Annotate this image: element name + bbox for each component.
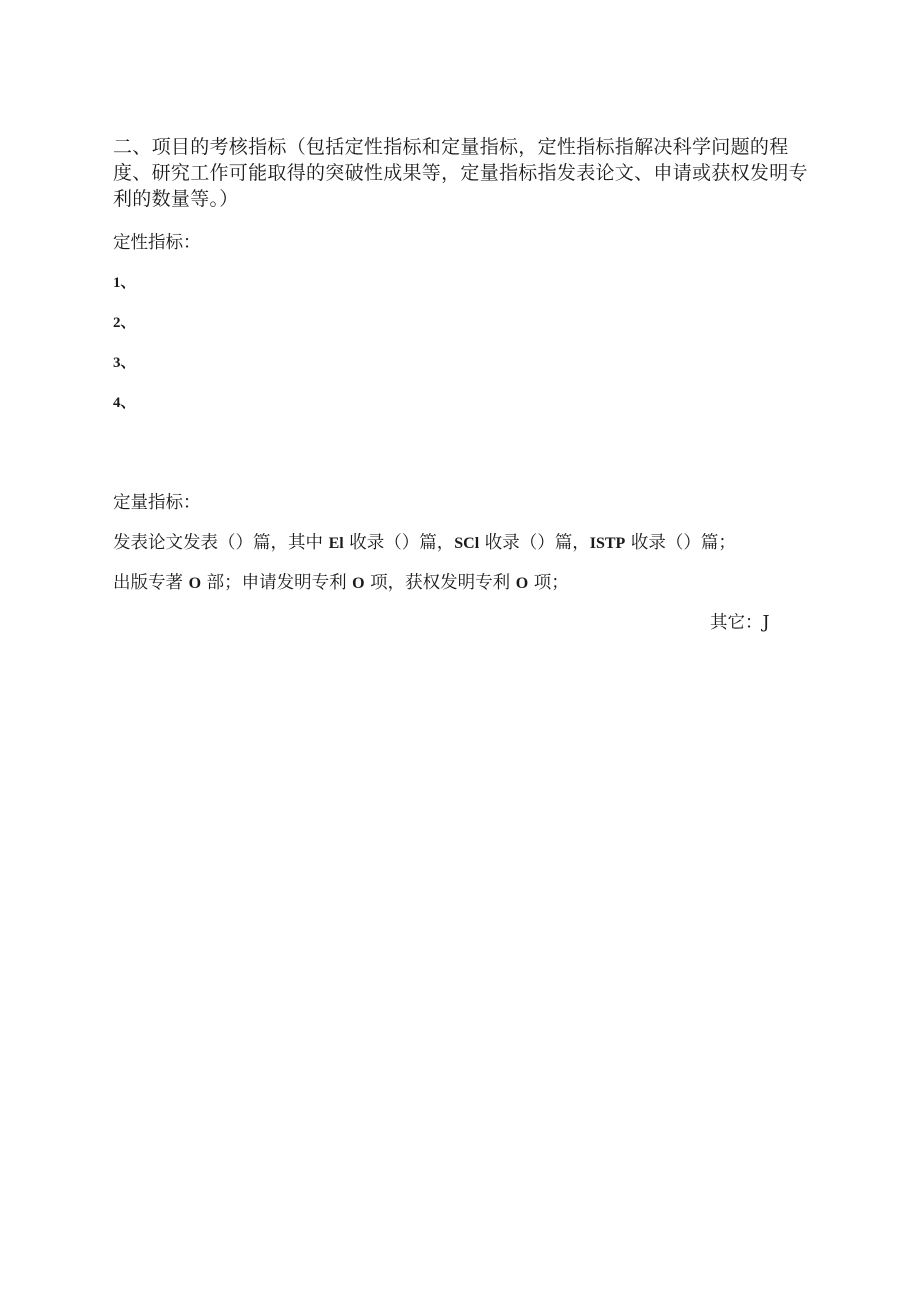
patent-apply-count: O <box>352 575 365 592</box>
patent-granted-count: O <box>515 575 529 592</box>
patents-text-4: 项； <box>528 573 569 593</box>
papers-line <box>113 531 736 556</box>
patents-line <box>113 571 569 596</box>
papers-text-4: 收录（）篇； <box>625 533 736 553</box>
papers-text-3: 收录（）篇， <box>479 533 590 553</box>
sci-label: SCl <box>454 535 480 552</box>
istp-label: ISTP <box>589 535 626 552</box>
section-heading: 二、项目的考核指标（包括定性指标和定量指标，定性指标指解决科学问题的程度、研究工作可能取得的突破性成果等，定量指标指发表论文、申请或获权发明专利的数量等。） <box>113 136 808 210</box>
patents-text-2: 部；申请发明专利 <box>201 573 353 593</box>
qualitative-item-2: 2、 <box>113 315 136 331</box>
patents-text-3: 项，获权发明专利 <box>364 573 516 593</box>
papers-text-1: 发表论文发表（）篇，其中 <box>113 533 329 553</box>
qualitative-item-3: 3、 <box>113 355 136 371</box>
monograph-count: O <box>188 575 202 592</box>
papers-text-2: 收录（）篇， <box>343 533 455 553</box>
patents-text-1: 出版专著 <box>113 573 189 593</box>
other-indicators: 其它：J <box>710 613 770 633</box>
qualitative-item-4: 4、 <box>113 395 136 411</box>
ei-label: El <box>328 535 344 552</box>
quantitative-label: 定量指标： <box>113 493 201 513</box>
qualitative-label: 定性指标： <box>113 233 201 253</box>
qualitative-item-1: 1、 <box>113 275 136 291</box>
